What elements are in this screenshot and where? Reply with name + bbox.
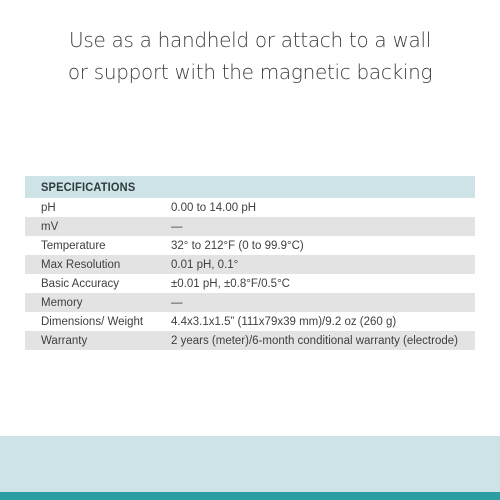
headline <box>0 24 500 88</box>
spec-row-mv <box>25 217 475 236</box>
headline-line-1: Use as a handheld or attach to a wall <box>69 28 431 52</box>
spec-value: — <box>171 220 183 233</box>
spec-label: Dimensions/ Weight <box>41 315 144 328</box>
spec-row-memory <box>25 293 475 312</box>
spec-value: 4.4x3.1x1.5” (111x79x39 mm)/9.2 oz (260 g) <box>171 315 397 328</box>
spec-value: 2 years (meter)/6-month conditional warranty (electrode) <box>171 334 458 347</box>
spec-label: pH <box>41 201 56 214</box>
spec-row-basic-accuracy <box>25 274 475 293</box>
spec-label: Temperature <box>41 239 106 252</box>
spec-value: 32° to 212°F (0 to 99.9°C) <box>171 239 304 252</box>
spec-row-temperature <box>25 236 475 255</box>
spec-label: Basic Accuracy <box>41 277 119 290</box>
specifications-header <box>25 176 475 198</box>
headline-line-2: or support with the magnetic backing <box>67 60 433 84</box>
bottom-band <box>0 436 500 492</box>
spec-row-max-resolution <box>25 255 475 274</box>
spec-value: 0.00 to 14.00 pH <box>171 201 257 214</box>
specifications-table <box>25 176 475 350</box>
bottom-accent-strip <box>0 492 500 500</box>
spec-value: ±0.01 pH, ±0.8°F/0.5°C <box>171 277 290 290</box>
spec-label: mV <box>41 220 59 233</box>
specifications-body <box>25 198 475 350</box>
spec-value: — <box>171 296 183 309</box>
specifications-title: SPECIFICATIONS <box>41 180 136 194</box>
spec-label: Memory <box>41 296 83 309</box>
spec-row-dimensions-weight <box>25 312 475 331</box>
spec-row-warranty <box>25 331 475 350</box>
spec-value: 0.01 pH, 0.1° <box>171 258 239 271</box>
spec-label: Max Resolution <box>41 258 121 271</box>
spec-row-ph <box>25 198 475 217</box>
spec-label: Warranty <box>41 334 88 347</box>
